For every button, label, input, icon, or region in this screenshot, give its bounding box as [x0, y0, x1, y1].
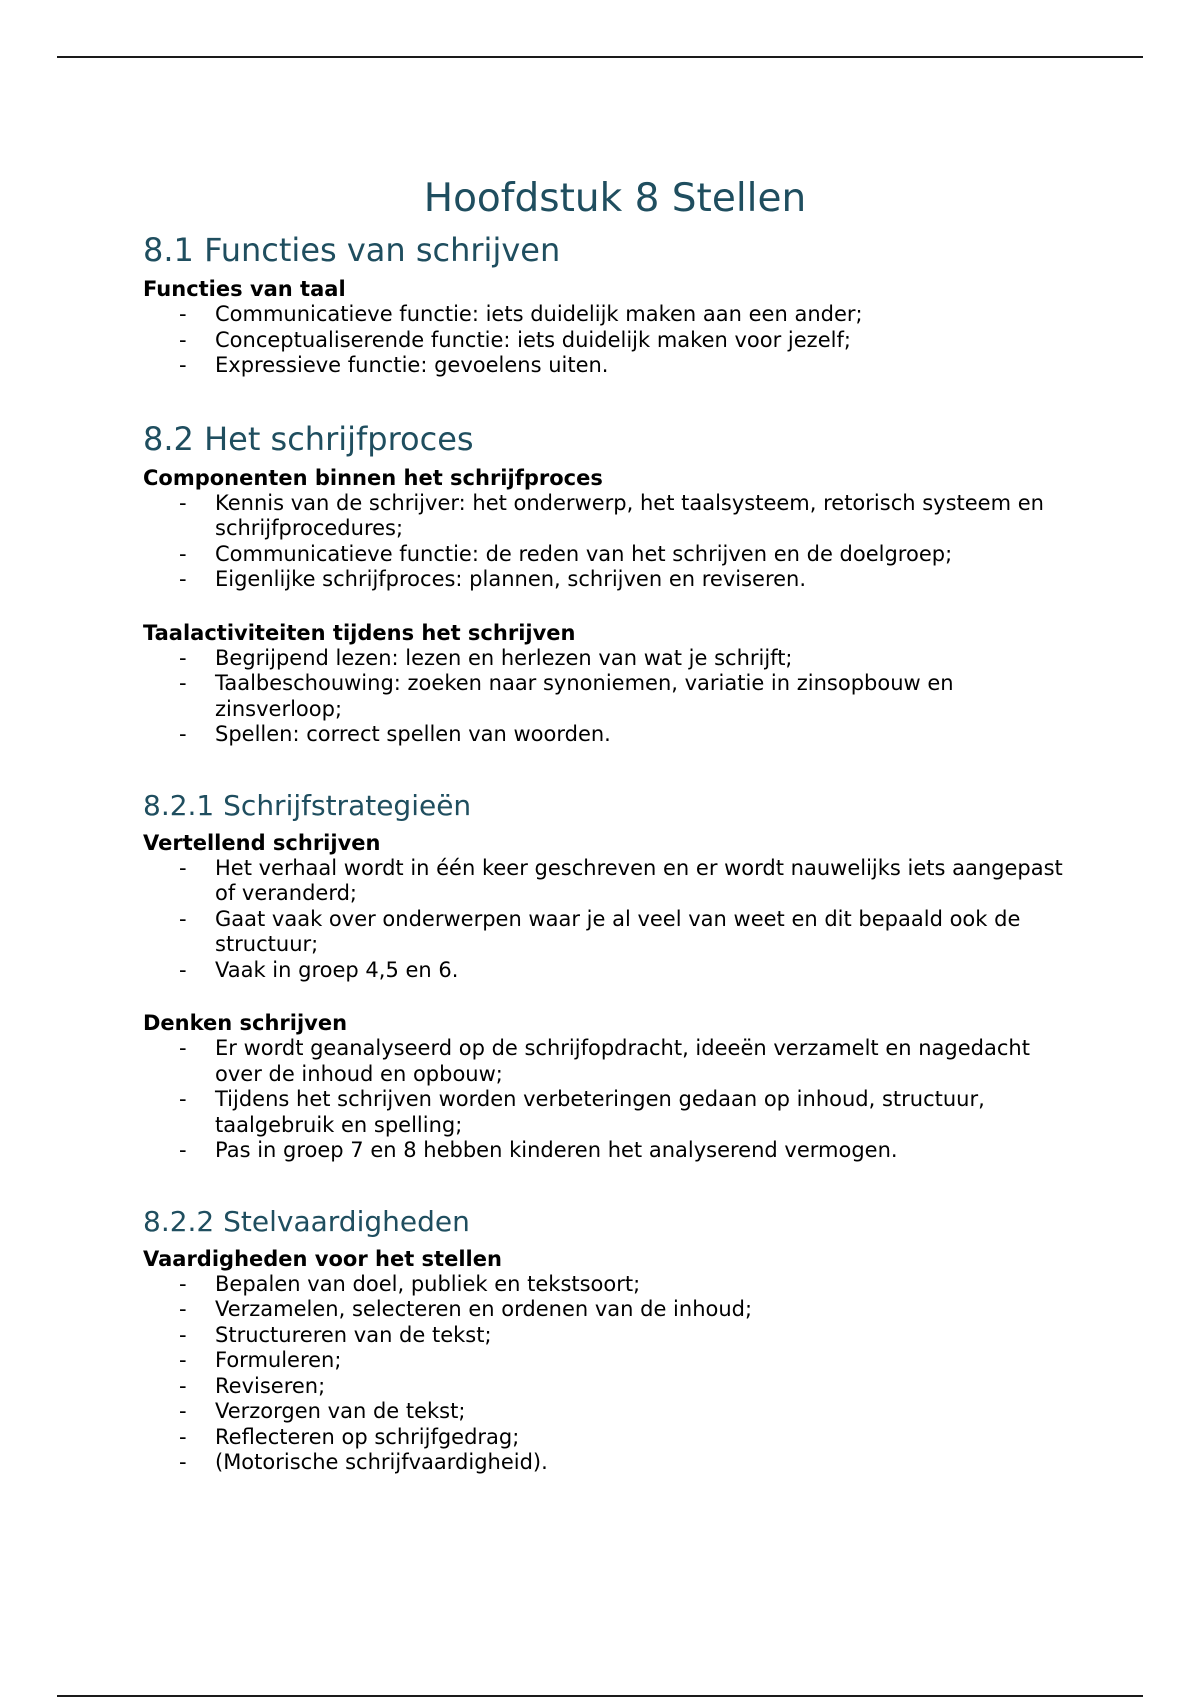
list-componenten — [143, 491, 1073, 593]
section-heading-8-2: 8.2 Het schrijfproces — [143, 419, 474, 458]
list-item: - Gaat vaak over onderwerpen waar je al veel van weet en dit bepaald ook de structuur; — [179, 906, 1021, 956]
list-item: - Expressieve functie: gevoelens uiten. — [179, 353, 609, 377]
dash-bullet: - — [179, 490, 187, 515]
list-item: - Conceptualiserende functie: iets duidelijk maken voor jezelf; — [179, 327, 851, 352]
list-vaardigheden — [143, 1272, 1073, 1476]
dash-bullet: - — [179, 1087, 187, 1111]
list-item: - Spellen: correct spellen van woorden. — [179, 722, 611, 746]
list-item: - Verzorgen van de tekst; — [179, 1399, 466, 1423]
dash-bullet: - — [179, 1373, 187, 1398]
subheading-denken-schrijven: Denken schrijven — [143, 1011, 348, 1035]
dash-bullet: - — [179, 906, 187, 931]
list-item: - Tijdens het schrijven worden verbeteringen gedaan op inhoud, structuur, taalgebruik en spelling; — [179, 1087, 985, 1137]
list-item: - Begrijpend lezen: lezen en herlezen van wat je schrijft; — [179, 645, 793, 670]
dash-bullet: - — [179, 957, 187, 982]
list-item: - Reflecteren op schrijfgedrag; — [179, 1424, 520, 1449]
dash-bullet: - — [179, 302, 187, 326]
list-item: - Kennis van de schrijver: het onderwerp, het taalsysteem, retorisch systeem en schrijfprocedures; — [179, 490, 1044, 540]
dash-bullet: - — [179, 1271, 187, 1296]
list-item: - Communicatieve functie: iets duidelijk maken aan een ander; — [179, 302, 863, 326]
bottom-rule — [57, 1695, 1143, 1697]
list-item: - Verzamelen, selecteren en ordenen van de inhoud; — [179, 1297, 753, 1321]
dash-bullet: - — [179, 327, 187, 352]
dash-bullet: - — [179, 1297, 187, 1321]
list-item: - Communicatieve functie: de reden van het schrijven en de doelgroep; — [179, 541, 953, 566]
dash-bullet: - — [179, 1399, 187, 1423]
dash-bullet: - — [179, 567, 187, 591]
dash-bullet: - — [179, 1348, 187, 1372]
list-item: - Bepalen van doel, publiek en tekstsoort; — [179, 1271, 641, 1296]
dash-bullet: - — [179, 671, 187, 695]
list-denken-schrijven — [143, 1036, 1073, 1164]
subheading-vaardigheden: Vaardigheden voor het stellen — [143, 1246, 502, 1271]
subheading-taalactiviteiten: Taalactiviteiten tijdens het schrijven — [143, 620, 576, 645]
dash-bullet: - — [179, 722, 187, 746]
dash-bullet: - — [179, 645, 187, 670]
subheading-functies-van-taal: Functies van taal — [143, 277, 346, 301]
list-item: - Er wordt geanalyseerd op de schrijfopdracht, ideeën verzamelt en nagedacht over de inhoud en opbouw; — [179, 1036, 1030, 1086]
dash-bullet: - — [179, 1138, 187, 1162]
list-item: - Formuleren; — [179, 1348, 342, 1372]
dash-bullet: - — [179, 1450, 187, 1474]
list-item: - Vaak in groep 4,5 en 6. — [179, 957, 459, 982]
list-functies-van-taal — [143, 302, 1073, 379]
list-item: - Taalbeschouwing: zoeken naar synoniemen, variatie in zinsopbouw en zinsverloop; — [179, 671, 954, 721]
list-vertellend-schrijven — [143, 856, 1073, 984]
list-item: - Reviseren; — [179, 1373, 326, 1398]
list-item: - Eigenlijke schrijfproces: plannen, schrijven en reviseren. — [179, 567, 807, 591]
dash-bullet: - — [179, 1036, 187, 1060]
list-item: - (Motorische schrijfvaardigheid). — [179, 1450, 548, 1474]
document-body — [143, 176, 1073, 1476]
section-heading-8-1: 8.1 Functies van schrijven — [143, 231, 561, 269]
dash-bullet: - — [179, 353, 187, 377]
subheading-componenten: Componenten binnen het schrijfproces — [143, 465, 603, 490]
list-item: - Pas in groep 7 en 8 hebben kinderen het analyserend vermogen. — [179, 1138, 898, 1162]
dash-bullet: - — [179, 1424, 187, 1449]
top-rule — [57, 56, 1143, 58]
list-taalactiviteiten — [143, 646, 1073, 748]
dash-bullet: - — [179, 855, 187, 880]
list-item: - Structureren van de tekst; — [179, 1322, 492, 1347]
dash-bullet: - — [179, 1322, 187, 1347]
subheading-vertellend-schrijven: Vertellend schrijven — [143, 830, 381, 855]
section-heading-8-2-2: 8.2.2 Stelvaardigheden — [143, 1204, 470, 1238]
list-item: - Het verhaal wordt in één keer geschreven en er wordt nauwelijks iets aangepast of veranderd; — [179, 855, 1063, 905]
page-title: Hoofdstuk 8 Stellen — [423, 176, 807, 221]
dash-bullet: - — [179, 541, 187, 566]
section-heading-8-2-1: 8.2.1 Schrijfstrategieën — [143, 788, 472, 822]
